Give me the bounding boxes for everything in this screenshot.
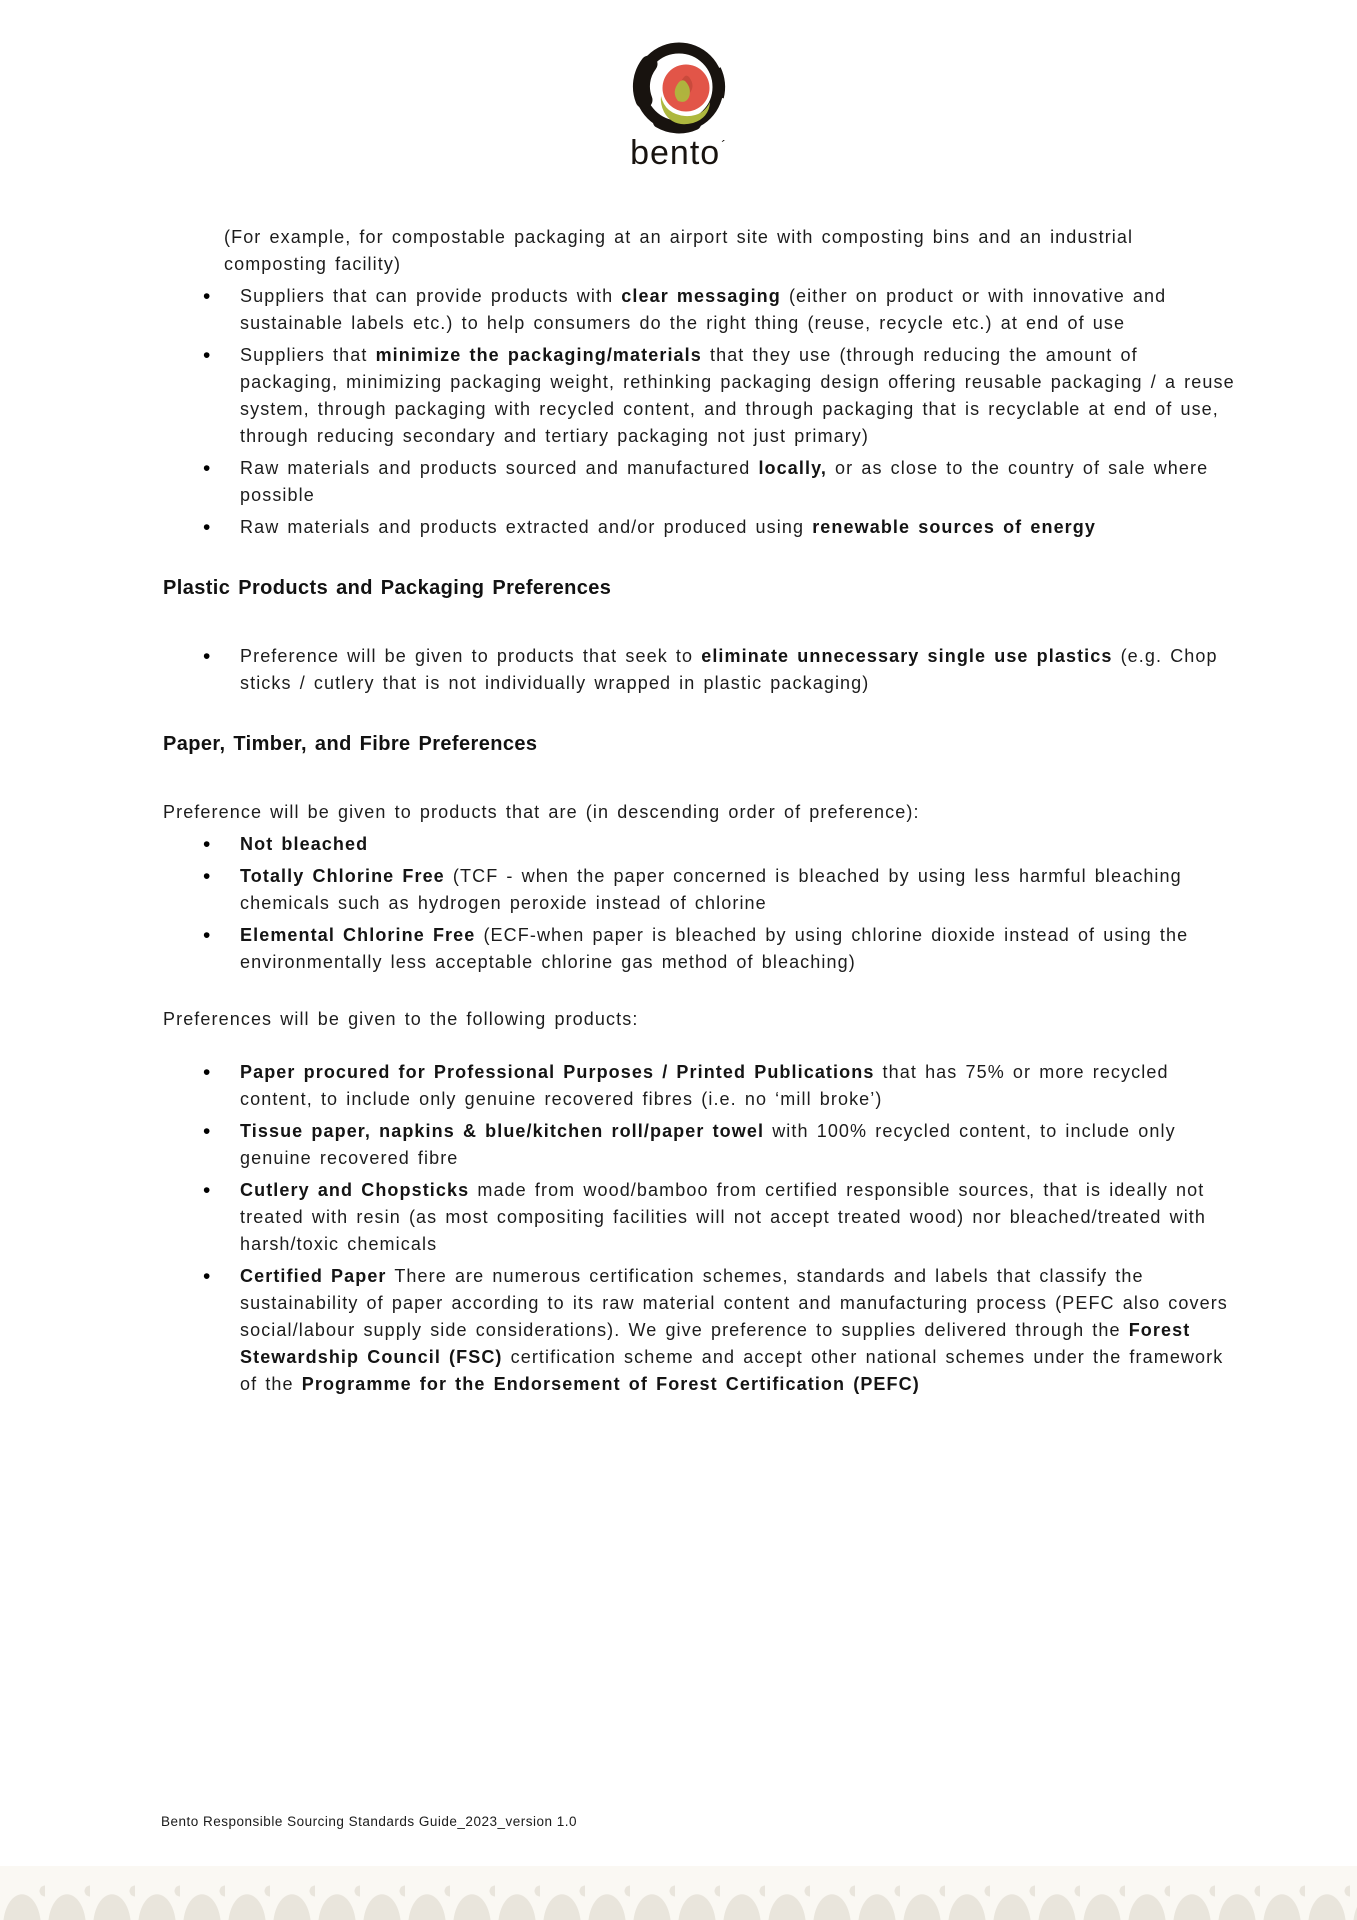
text-content: Tissue paper, napkins & blue/kitchen roll/paper towel with 100% recycled content, to include only genuine recovered fibre (240, 1121, 1176, 1168)
bullet-marker-icon: • (203, 344, 212, 367)
text-content: Not bleached (240, 834, 369, 854)
trademark-mark: ´ (721, 137, 727, 153)
bullet-item (203, 643, 1235, 697)
text-content: Suppliers that can provide products with clear messaging (either on product or with innovative and sustainable labels etc.) to help consumers do the right thing (reuse, recycle etc.) at end of use (240, 286, 1167, 333)
text-content: Preferences will be given to the following products: (163, 1009, 639, 1029)
bullet-marker-icon: • (203, 924, 212, 947)
bullet-item (203, 283, 1235, 337)
text-content: Plastic Products and Packaging Preferences (163, 577, 612, 599)
bullet-item (203, 831, 1235, 858)
bullet-marker-icon: • (203, 1120, 212, 1143)
bento-enso-logo-icon (628, 38, 730, 138)
text-content: Totally Chlorine Free (TCF - when the paper concerned is bleached by using less harmful bleaching chemicals such as hydrogen peroxide instead of chlorine (240, 866, 1182, 913)
text-content: Raw materials and products extracted and/or produced using renewable sources of energy (240, 517, 1096, 537)
text-content: Raw materials and products sourced and manufactured locally, or as close to the country of sale where possible (240, 458, 1209, 505)
section-heading (163, 731, 1235, 758)
text-content: (For example, for compostable packaging at an airport site with composting bins and an industrial composting facility) (224, 227, 1134, 274)
brand-logo (0, 38, 1357, 170)
bullet-marker-icon: • (203, 516, 212, 539)
bullet-marker-icon: • (203, 1061, 212, 1084)
document-body (163, 224, 1235, 1398)
brand-name (630, 136, 727, 170)
bullet-marker-icon: • (203, 285, 212, 308)
bullet-item (203, 863, 1235, 917)
bullet-marker-icon: • (203, 645, 212, 668)
footer-text: Bento Responsible Sourcing Standards Guide_2023_version 1.0 (161, 1814, 578, 1829)
bullet-marker-icon: • (203, 1265, 212, 1288)
text-content: Certified Paper There are numerous certification schemes, standards and labels that classify the sustainability of paper according to its raw material content and manufacturing process (PEFC also covers social/labour supply side considerations). We give preference to supplies delivered through the Forest Stewardship Council (FSC) certification scheme and accept other national schemes under the framework of the Programme for the Endorsement of Forest Certification (PEFC) (240, 1266, 1228, 1394)
brand-name-text: bento (630, 134, 721, 172)
text-content: Preference will be given to products that are (in descending order of preference): (163, 802, 920, 822)
text-content: Cutlery and Chopsticks made from wood/bamboo from certified responsible sources, that is ideally not treated with resin (as most compositing facilities will not accept treated wood) nor bleached/treated with harsh/toxic chemicals (240, 1180, 1206, 1254)
bullet-marker-icon: • (203, 1179, 212, 1202)
bullet-marker-icon: • (203, 457, 212, 480)
text-content: Paper, Timber, and Fibre Preferences (163, 733, 538, 755)
bullet-item (203, 1177, 1235, 1258)
bullet-item (203, 514, 1235, 541)
decorative-scallop-border (0, 1866, 1357, 1920)
text-content: Preference will be given to products that seek to eliminate unnecessary single use plastics (e.g. Chop sticks / cutlery that is not individually wrapped in plastic packaging) (240, 646, 1218, 693)
bullet-item (203, 1118, 1235, 1172)
continuation-paragraph (224, 224, 1235, 278)
bullet-item (203, 455, 1235, 509)
text-content: Suppliers that minimize the packaging/materials that they use (through reducing the amount of packaging, minimizing packaging weight, rethinking packaging design offering reusable packaging / a reuse system, through packaging with recycled content, and through packaging that is recyclable at end of use, through reducing secondary and tertiary packaging not just primary) (240, 345, 1235, 446)
paragraph (163, 799, 1235, 826)
bullet-marker-icon: • (203, 865, 212, 888)
bullet-item (203, 922, 1235, 976)
bullet-item (203, 1263, 1235, 1398)
text-content: Elemental Chlorine Free (ECF-when paper is bleached by using chlorine dioxide instead of using the environmentally less acceptable chlorine gas method of bleaching) (240, 925, 1189, 972)
section-heading (163, 575, 1235, 602)
bullet-marker-icon: • (203, 833, 212, 856)
text-content: Paper procured for Professional Purposes / Printed Publications that has 75% or more recycled content, to include only genuine recovered fibres (i.e. no ‘mill broke’) (240, 1062, 1169, 1109)
bullet-item (203, 342, 1235, 450)
bullet-item (203, 1059, 1235, 1113)
paragraph (163, 1006, 1235, 1033)
